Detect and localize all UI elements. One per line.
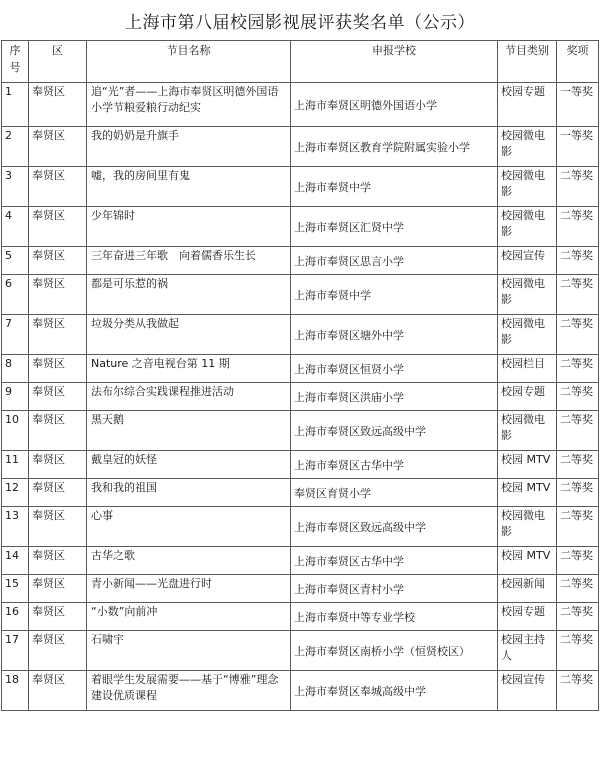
table-row [2,631,599,671]
cell-category: 校园专题 [498,83,557,127]
cell-school: 上海市奉贤中学 [291,275,498,315]
cell-district: 奉贤区 [29,631,87,671]
cell-prize: 二等奖 [557,275,599,315]
cell-program: 我和我的祖国 [87,479,291,507]
table-row [2,275,599,315]
cell-school: 上海市奉贤区思言小学 [291,247,498,275]
cell-program: 追“光”者——上海市奉贤区明德外国语小学节粮爱粮行动纪实 [87,83,291,127]
cell-program: 石啸宇 [87,631,291,671]
cell-school: 上海市奉贤区洪庙小学 [291,383,498,411]
cell-seq: 15 [2,575,29,603]
cell-program: 三年奋进三年歌 向着儒香乐生长 [87,247,291,275]
cell-prize: 二等奖 [557,547,599,575]
cell-district: 奉贤区 [29,547,87,575]
cell-program: 嘘，我的房间里有鬼 [87,167,291,207]
cell-program: 黑天鹅 [87,411,291,451]
table-row [2,207,599,247]
cell-seq: 14 [2,547,29,575]
cell-school: 上海市奉贤区明德外国语小学 [291,83,498,127]
cell-prize: 二等奖 [557,207,599,247]
cell-category: 校园微电影 [498,167,557,207]
header-row [2,41,599,83]
cell-category: 校园微电影 [498,507,557,547]
cell-school: 上海市奉贤区古华中学 [291,547,498,575]
table-row [2,451,599,479]
cell-prize: 二等奖 [557,603,599,631]
cell-seq: 10 [2,411,29,451]
cell-program: Nature 之音电视台第 11 期 [87,355,291,383]
cell-category: 校园微电影 [498,127,557,167]
cell-category: 校园微电影 [498,411,557,451]
cell-category: 校园专题 [498,383,557,411]
cell-prize: 二等奖 [557,247,599,275]
cell-program: 心事 [87,507,291,547]
table-row [2,83,599,127]
cell-program: 着眼学生发展需要——基于“博雅”理念 建设优质课程 [87,671,291,711]
cell-school: 上海市奉贤中学 [291,167,498,207]
cell-school: 上海市奉贤区教育学院附属实验小学 [291,127,498,167]
table-body [2,83,599,711]
cell-district: 奉贤区 [29,127,87,167]
cell-category: 校园主持人 [498,631,557,671]
table-row [2,603,599,631]
cell-category: 校园 MTV [498,547,557,575]
cell-school: 上海市奉贤区汇贤中学 [291,207,498,247]
cell-seq: 8 [2,355,29,383]
table-row [2,575,599,603]
table-row [2,479,599,507]
cell-district: 奉贤区 [29,83,87,127]
cell-district: 奉贤区 [29,355,87,383]
cell-seq: 18 [2,671,29,711]
cell-school: 上海市奉贤区青村小学 [291,575,498,603]
cell-district: 奉贤区 [29,603,87,631]
cell-school: 上海市奉贤中等专业学校 [291,603,498,631]
cell-program: 垃圾分类从我做起 [87,315,291,355]
cell-prize: 二等奖 [557,671,599,711]
cell-district: 奉贤区 [29,207,87,247]
cell-seq: 1 [2,83,29,127]
page-title: 上海市第八届校园影视展评获奖名单（公示） [125,12,475,33]
cell-prize: 二等奖 [557,451,599,479]
cell-category: 校园微电影 [498,207,557,247]
cell-prize: 一等奖 [557,127,599,167]
cell-seq: 17 [2,631,29,671]
cell-prize: 二等奖 [557,383,599,411]
table-row [2,507,599,547]
cell-category: 校园新闻 [498,575,557,603]
header-school: 申报学校 [291,41,498,83]
header-category: 节目类别 [498,41,557,83]
cell-seq: 9 [2,383,29,411]
cell-category: 校园 MTV [498,451,557,479]
cell-seq: 7 [2,315,29,355]
cell-seq: 6 [2,275,29,315]
cell-school: 上海市奉贤区南桥小学（恒贤校区） [291,631,498,671]
header-prize: 奖项 [557,41,599,83]
cell-district: 奉贤区 [29,451,87,479]
cell-category: 校园微电影 [498,275,557,315]
cell-seq: 16 [2,603,29,631]
cell-seq: 3 [2,167,29,207]
cell-district: 奉贤区 [29,383,87,411]
cell-district: 奉贤区 [29,575,87,603]
cell-school: 上海市奉贤区塘外中学 [291,315,498,355]
table-row [2,315,599,355]
cell-district: 奉贤区 [29,411,87,451]
table-row [2,247,599,275]
cell-program: 法布尔综合实践课程推进活动 [87,383,291,411]
cell-district: 奉贤区 [29,507,87,547]
cell-prize: 一等奖 [557,83,599,127]
cell-prize: 二等奖 [557,355,599,383]
cell-school: 上海市奉贤区致远高级中学 [291,507,498,547]
cell-program: 古华之歌 [87,547,291,575]
cell-program: 青小新闻——光盘进行时 [87,575,291,603]
cell-prize: 二等奖 [557,507,599,547]
header-district: 区 [29,41,87,83]
cell-school: 奉贤区育贤小学 [291,479,498,507]
table-row [2,355,599,383]
award-table [1,40,599,711]
cell-prize: 二等奖 [557,575,599,603]
table-row [2,127,599,167]
cell-prize: 二等奖 [557,167,599,207]
cell-program: 我的奶奶是升旗手 [87,127,291,167]
cell-seq: 2 [2,127,29,167]
header-program: 节目名称 [87,41,291,83]
table-row [2,167,599,207]
cell-category: 校园宣传 [498,671,557,711]
cell-district: 奉贤区 [29,671,87,711]
table-row [2,383,599,411]
cell-category: 校园栏目 [498,355,557,383]
cell-program: 戴皇冠的妖怪 [87,451,291,479]
cell-category: 校园微电影 [498,315,557,355]
cell-district: 奉贤区 [29,167,87,207]
table-row [2,547,599,575]
cell-seq: 4 [2,207,29,247]
header-seq: 序号 [2,41,29,83]
cell-prize: 二等奖 [557,315,599,355]
cell-district: 奉贤区 [29,479,87,507]
table-row [2,411,599,451]
cell-category: 校园专题 [498,603,557,631]
cell-seq: 12 [2,479,29,507]
cell-school: 上海市奉贤区恒贤小学 [291,355,498,383]
cell-category: 校园 MTV [498,479,557,507]
cell-category: 校园宣传 [498,247,557,275]
cell-seq: 11 [2,451,29,479]
table-row [2,671,599,711]
cell-program: “小数”向前冲 [87,603,291,631]
cell-prize: 二等奖 [557,411,599,451]
cell-school: 上海市奉贤区古华中学 [291,451,498,479]
cell-district: 奉贤区 [29,315,87,355]
cell-seq: 5 [2,247,29,275]
cell-district: 奉贤区 [29,275,87,315]
cell-prize: 二等奖 [557,479,599,507]
cell-school: 上海市奉贤区致远高级中学 [291,411,498,451]
cell-school: 上海市奉贤区奉城高级中学 [291,671,498,711]
cell-seq: 13 [2,507,29,547]
cell-program: 少年锦时 [87,207,291,247]
cell-district: 奉贤区 [29,247,87,275]
cell-prize: 二等奖 [557,631,599,671]
cell-program: 都是可乐惹的祸 [87,275,291,315]
